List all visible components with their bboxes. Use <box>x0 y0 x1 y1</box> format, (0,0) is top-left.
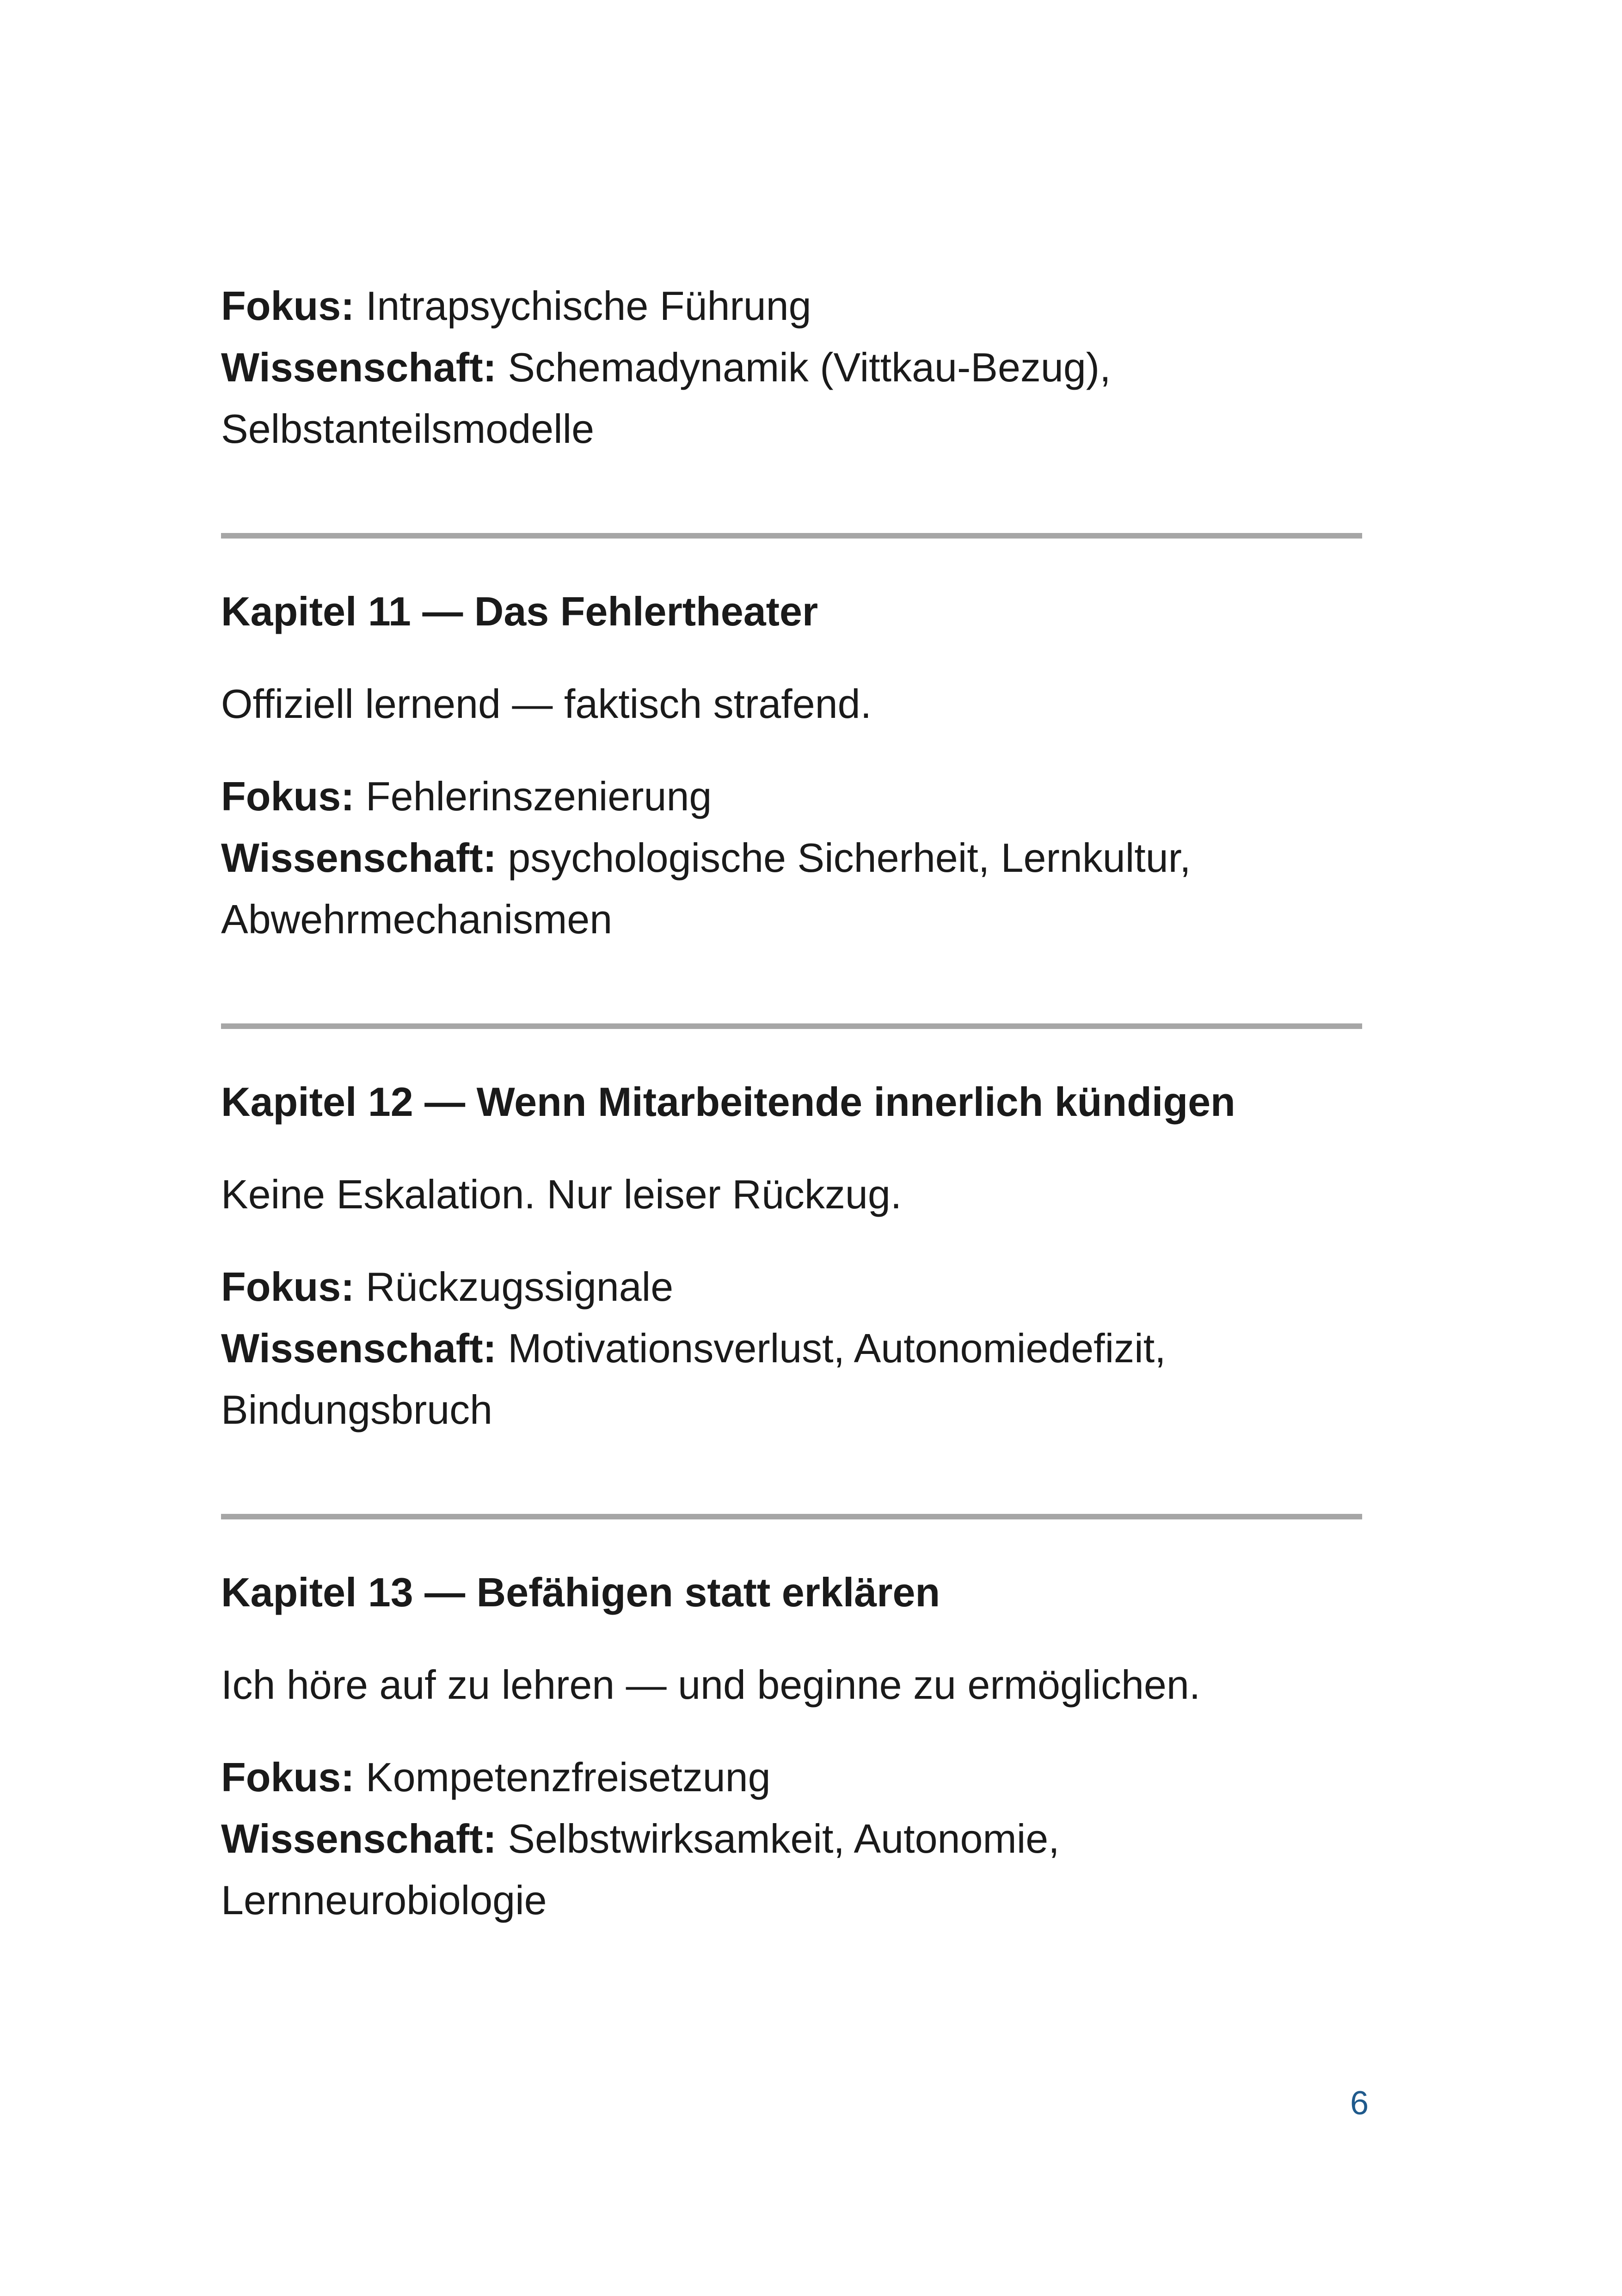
fokus-label: Fokus: <box>221 773 355 819</box>
section-divider <box>221 1514 1362 1519</box>
intro-wissenschaft-continuation: Selbstanteilsmodelle <box>221 406 595 452</box>
chapter-heading: Kapitel 13 — Befähigen statt erklären <box>221 1569 940 1615</box>
chapter-wissenschaft-continuation: Abwehrmechanismen <box>221 896 613 942</box>
wissenschaft-value: Selbstwirksamkeit, Autonomie, <box>496 1816 1060 1861</box>
wissenschaft-label: Wissenschaft: <box>221 1816 497 1861</box>
chapter-tagline: Keine Eskalation. Nur leiser Rückzug. <box>221 1171 902 1217</box>
chapter-wissenschaft-line <box>221 1325 1363 1371</box>
chapter-wissenschaft-continuation: Bindungsbruch <box>221 1387 493 1433</box>
fokus-value: Kompetenzfreisetzung <box>354 1754 771 1800</box>
chapter-fokus-line <box>221 1264 1363 1310</box>
chapter-wissenschaft-line <box>221 835 1363 881</box>
chapter-tagline: Ich höre auf zu lehren — und beginne zu ermöglichen. <box>221 1662 1201 1708</box>
chapter-wissenschaft-line <box>221 1816 1363 1862</box>
fokus-label: Fokus: <box>221 283 355 329</box>
wissenschaft-label: Wissenschaft: <box>221 344 497 390</box>
chapter-wissenschaft-continuation: Lernneurobiologie <box>221 1877 547 1923</box>
wissenschaft-label: Wissenschaft: <box>221 1325 497 1371</box>
page-number: 6 <box>1350 2085 1369 2122</box>
section-divider <box>221 533 1362 539</box>
wissenschaft-label: Wissenschaft: <box>221 835 497 881</box>
chapter-tagline: Offiziell lernend — faktisch strafend. <box>221 681 872 727</box>
chapter-fokus-line <box>221 773 1363 820</box>
fokus-value: Fehlerinszenierung <box>354 773 712 819</box>
fokus-value: Rückzugssignale <box>354 1264 674 1310</box>
intro-wissenschaft-line <box>221 344 1363 391</box>
chapter-heading: Kapitel 12 — Wenn Mitarbeitende innerlich kündigen <box>221 1079 1235 1125</box>
chapter-heading: Kapitel 11 — Das Fehlertheater <box>221 588 818 634</box>
wissenschaft-value: Schemadynamik (Vittkau-Bezug), <box>496 344 1111 390</box>
section-divider <box>221 1023 1362 1029</box>
intro-fokus-line <box>221 283 1363 329</box>
fokus-value: Intrapsychische Führung <box>354 283 811 329</box>
wissenschaft-value: psychologische Sicherheit, Lernkultur, <box>496 835 1191 881</box>
chapter-fokus-line <box>221 1754 1363 1800</box>
fokus-label: Fokus: <box>221 1264 355 1310</box>
wissenschaft-value: Motivationsverlust, Autonomiedefizit, <box>496 1325 1166 1371</box>
fokus-label: Fokus: <box>221 1754 355 1800</box>
